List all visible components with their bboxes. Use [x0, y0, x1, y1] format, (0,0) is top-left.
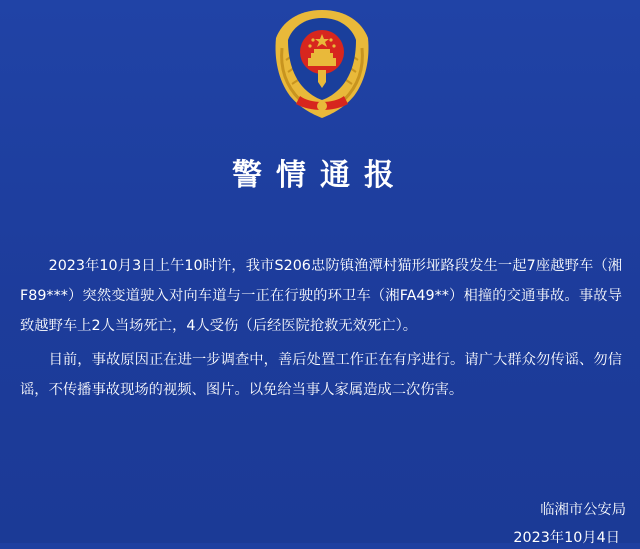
issuer-signature: 临湘市公安局 — [540, 502, 626, 518]
notice-paragraph-2: 目前，事故原因正在进一步调查中，善后处置工作正在有序进行。请广大群众勿传谣、勿信谣，不传播事故现场的视频、图片。以免给当事人家属造成二次伤害。 — [20, 352, 622, 398]
police-emblem-icon — [268, 8, 376, 120]
notice-paragraph-1: 2023年10月3日上午10时许，我市S206忠防镇渔潭村猫形垭路段发生一起7座越野车（湘F89***）突然变道驶入对向车道与一正在行驶的环卫车（湘FA49**）相撞的交通事故。事故导致越野车上2人当场死亡，4人受伤（后经医院抢救无效死亡）。 — [20, 258, 622, 334]
notice-title: 警情通报 — [232, 158, 408, 193]
issue-date: 2023年10月4日 — [513, 530, 620, 546]
